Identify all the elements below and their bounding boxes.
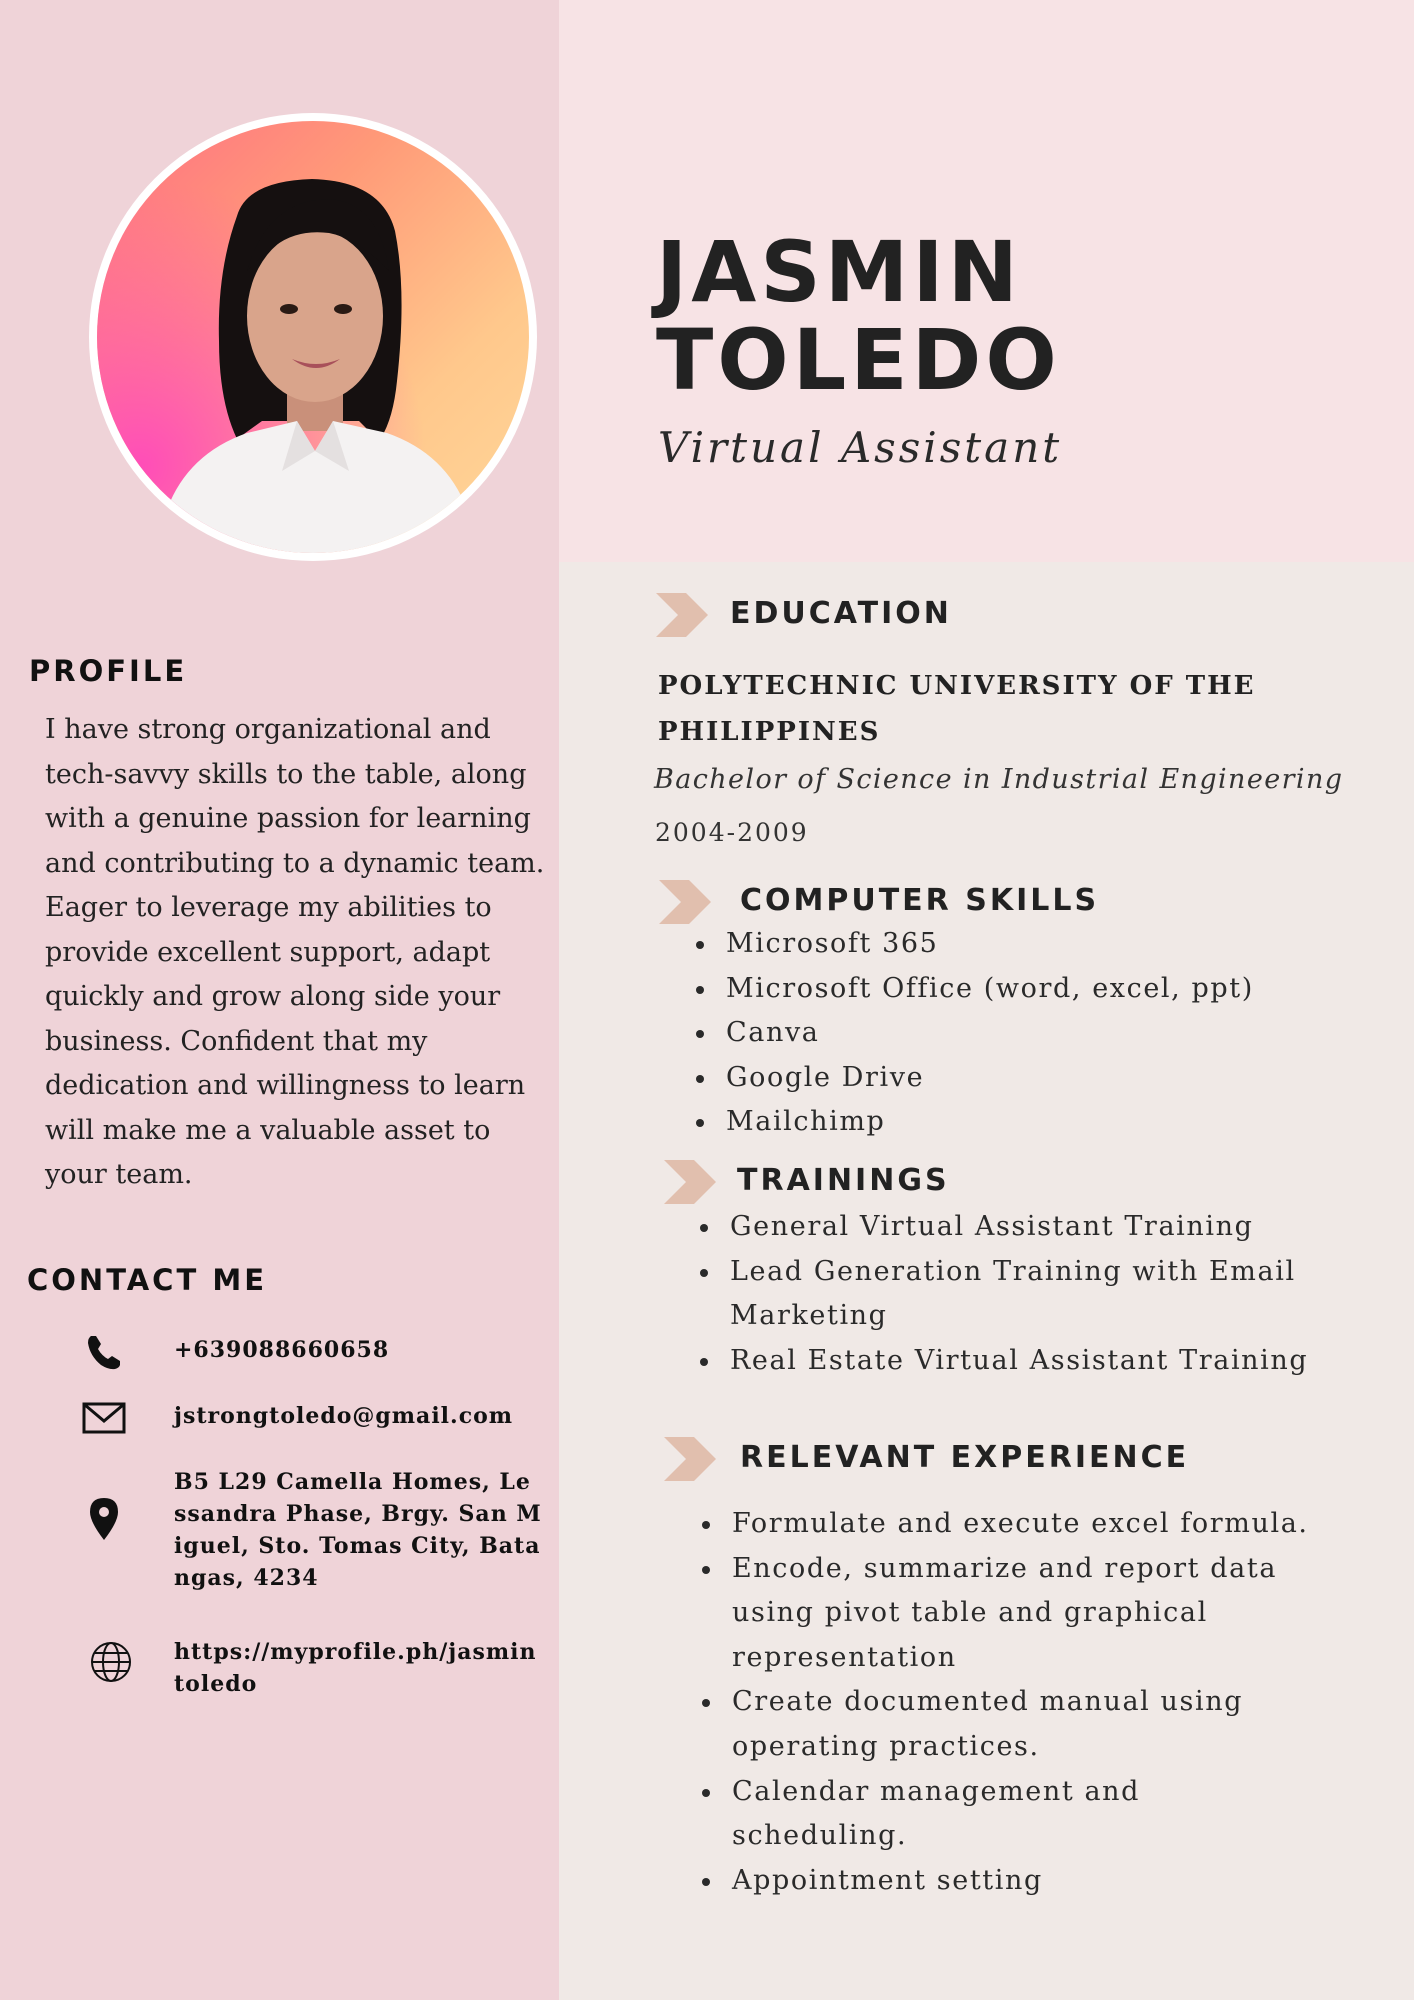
name-line-first: JASMIN (656, 223, 1022, 321)
list-item: Mailchimp (690, 1100, 1390, 1145)
list-item: Calendar management and scheduling. (696, 1770, 1316, 1859)
education-years: 2004-2009 (655, 818, 809, 847)
job-title: Virtual Assistant (658, 423, 1063, 472)
name-line-last: TOLEDO (656, 311, 1061, 409)
profile-photo (97, 121, 529, 553)
phone-number[interactable]: +639088660658 (174, 1337, 390, 1363)
email-address[interactable]: jstrongtoledo@gmail.com (174, 1403, 514, 1429)
list-item: Formulate and execute excel formula. (696, 1502, 1316, 1547)
globe-icon (89, 1640, 133, 1684)
trainings-list (694, 1205, 1334, 1383)
list-item: Canva (690, 1011, 1390, 1056)
chevron-icon (656, 593, 708, 637)
list-item: Microsoft 365 (690, 922, 1390, 967)
website-link[interactable]: https://myprofile.ph/jasmintoledo (174, 1639, 537, 1697)
phone-icon (82, 1330, 126, 1374)
chevron-icon (664, 1160, 716, 1204)
trainings-heading: TRAININGS (737, 1163, 950, 1198)
list-item: Microsoft Office (word, excel, ppt) (690, 967, 1390, 1012)
skills-list (690, 922, 1390, 1145)
list-item: Appointment setting (696, 1859, 1316, 1904)
candidate-name (656, 223, 1061, 409)
profile-heading: PROFILE (29, 654, 188, 688)
profile-photo-frame (89, 113, 537, 561)
skills-heading: COMPUTER SKILLS (740, 883, 1100, 918)
list-item: Create documented manual using operating practices. (696, 1680, 1316, 1769)
list-item: Lead Generation Training with Email Marketing (694, 1250, 1334, 1339)
school-name: POLYTECHNIC UNIVERSITY OF THE PHILIPPINES (658, 671, 1256, 747)
list-item: Google Drive (690, 1056, 1390, 1101)
profile-summary: I have strong organizational and tech-savvy skills to the table, along with a genuine passion for learning and contributing to a dynamic team. Eager to leverage my abilities to provide excellent support, adapt quickly and grow along side your business. Confident that my dedication and willingness to learn will make me a valuable asset to your team. (45, 714, 545, 1190)
chevron-icon (664, 1437, 716, 1481)
envelope-icon (82, 1396, 126, 1440)
contact-heading: CONTACT ME (27, 1263, 268, 1297)
experience-heading: RELEVANT EXPERIENCE (740, 1440, 1190, 1475)
chevron-icon (659, 880, 711, 924)
street-address: B5 L29 Camella Homes, Lessandra Phase, Brgy. San Miguel, Sto. Tomas City, Batangas, 4234 (174, 1469, 542, 1591)
experience-list (696, 1502, 1316, 1903)
list-item: Encode, summarize and report data using pivot table and graphical representation (696, 1547, 1316, 1681)
list-item: Real Estate Virtual Assistant Training (694, 1339, 1334, 1384)
list-item: General Virtual Assistant Training (694, 1205, 1334, 1250)
degree-title: Bachelor of Science in Industrial Engineering (654, 764, 1344, 795)
location-pin-icon (82, 1496, 126, 1540)
person-portrait-illustration (97, 121, 529, 553)
education-heading: EDUCATION (730, 596, 952, 631)
